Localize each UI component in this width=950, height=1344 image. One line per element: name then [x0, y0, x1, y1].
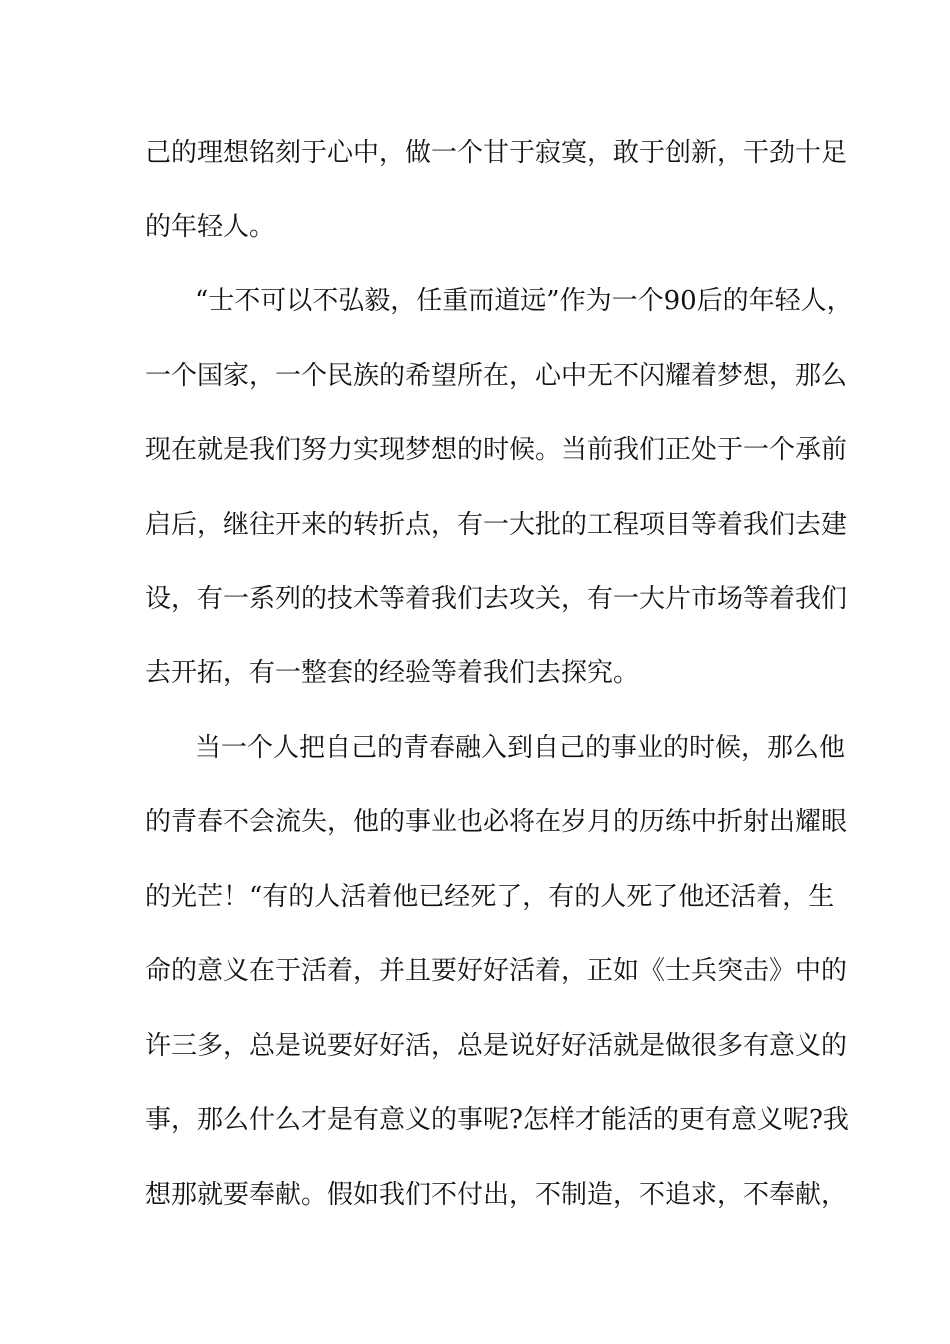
text-line: 去开拓，有一整套的经验等着我们去探究。: [145, 658, 640, 688]
text-line: 想那就要奉献。假如我们不付出，不制造，不追求，不奉献，: [145, 1180, 848, 1210]
text-line: 事，那么什么才是有意义的事呢?怎样才能活的更有意义呢?我: [145, 1105, 849, 1135]
text-line: 己的理想铭刻于心中，做一个甘于寂寞，敢于创新，干劲十足: [145, 138, 848, 168]
text-line: 的年轻人。: [145, 212, 276, 242]
text-line: 许三多，总是说要好好活，总是说好好活就是做很多有意义的: [145, 1031, 848, 1061]
text-line: 命的意义在于活着，并且要好好活着，正如《士兵突击》中的: [145, 956, 848, 986]
text-line: 的青春不会流失，他的事业也必将在岁月的历练中折射出耀眼: [145, 807, 848, 837]
text-line: 的光芒！“有的人活着他已经死了，有的人死了他还活着，生: [145, 882, 835, 912]
text-line: 现在就是我们努力实现梦想的时候。当前我们正处于一个承前: [145, 435, 848, 465]
paragraph-first-line: 当一个人把自己的青春融入到自己的事业的时候，那么他: [195, 733, 846, 763]
paragraph-first-line: “士不可以不弘毅，任重而道远”作为一个90后的年轻人，: [195, 286, 853, 316]
text-line: 设，有一系列的技术等着我们去攻关，有一大片市场等着我们: [145, 584, 848, 614]
text-line: 一个国家，一个民族的希望所在，心中无不闪耀着梦想，那么: [145, 361, 848, 391]
text-line: 启后，继往开来的转折点，有一大批的工程项目等着我们去建: [145, 510, 848, 540]
